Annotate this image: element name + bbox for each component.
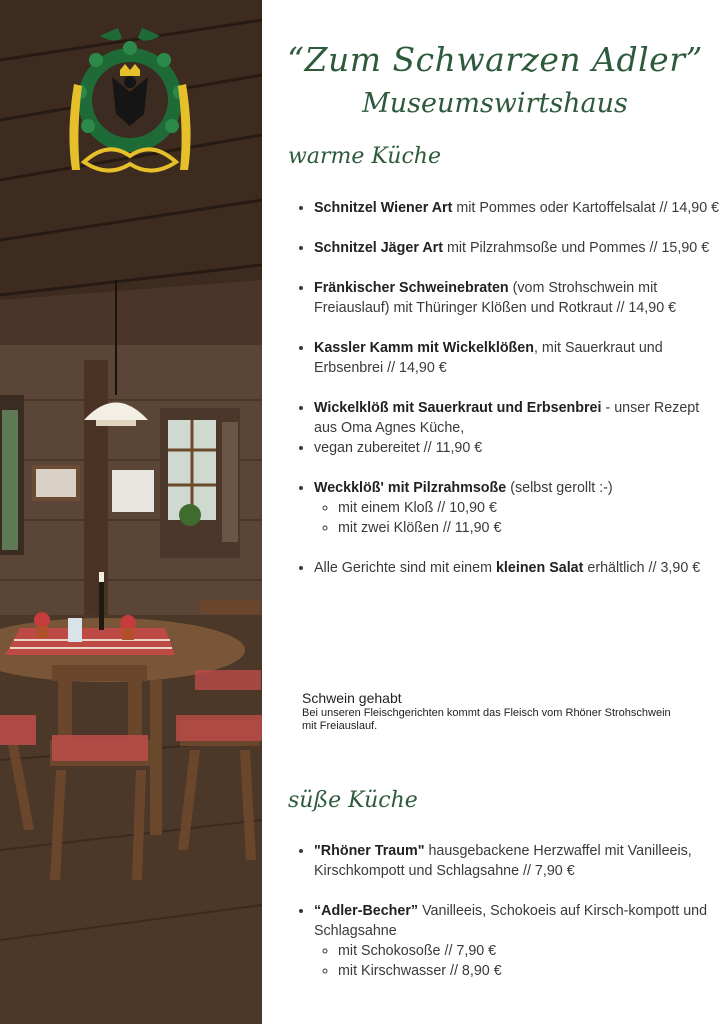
dish-name: Wickelklöß mit Sauerkraut und Erbsenbrei [314,400,602,416]
list-item [314,558,724,578]
dish-description: , mit Sauerkraut und Erbsenbrei // 14,90 € [314,340,663,376]
list-item [314,198,724,218]
list-item [314,478,724,538]
info-note [302,690,682,733]
restaurant-interior-photo [0,0,262,1024]
warm-dishes-list [292,198,724,578]
dish-description: (vom Strohschwein mit Freiauslauf) mit Thüringer Klößen und Rotkraut // 14,90 € [314,280,677,316]
dish-name: Kassler Kamm mit Wickelklößen [314,340,534,356]
salad-highlight: kleinen Salat [495,560,584,576]
list-item [314,238,724,258]
section-heading-warm: warme Küche [288,144,441,169]
dish-description: Vanilleeis, Schokoeis auf Kirsch-kompott und Schlagsahne [314,903,708,939]
list-item [314,841,724,881]
variant-item: ◦ mit einem Kloß // 10,90 € [338,498,724,518]
variant-item: ◦ mit Schokosoße // 7,90 € [338,941,724,961]
dish-name: “Adler-Becher” [314,903,419,919]
dish-name: Fränkischer Schweinebraten [314,280,509,296]
dish-name: "Rhöner Traum" [314,843,425,859]
restaurant-name: “Zum Schwarzen Adler” [287,40,703,79]
list-item [314,278,724,318]
dish-name: Weckklöß' mit Pilzrahmsoße [314,480,507,496]
salad-price: erhältlich // 3,90 € [583,560,701,576]
dish-description: hausgebackene Herzwaffel mit Vanilleeis, Kirschkompott und Schlagsahne // 7,90 € [314,843,692,879]
dish-description: vegan zubereitet // 11,90 € [314,440,483,456]
list-item [314,398,724,438]
note-text: Bei unseren Fleischgerichten kommt das Fleisch vom Rhöner Strohschwein mit Freiauslauf. [302,707,671,732]
dish-description: mit Pilzrahmsoße und Pommes // 15,90 € [442,240,710,256]
dish-description: (selbst gerollt :-) [506,480,613,496]
list-item [314,338,724,378]
dish-name: Schnitzel Jäger Art [314,240,443,256]
list-item [314,438,724,458]
dish-description: mit Pommes oder Kartoffelsalat // 14,90 € [452,200,720,216]
variant-item: ◦ mit zwei Klößen // 11,90 € [338,518,724,538]
section-heading-sweet: süße Küche [288,788,418,813]
dish-name: Schnitzel Wiener Art [314,200,453,216]
note-title: Schwein gehabt [302,690,402,706]
variant-list [314,498,724,538]
dish-description: - unser Rezept aus Oma Agnes Küche, [314,400,700,436]
sweet-dishes-list [292,841,724,981]
menu-panel [262,0,724,1024]
eagle-wreath-logo [60,22,200,182]
variant-item: ◦ mit Kirschwasser // 8,90 € [338,961,724,981]
salad-prefix: Alle Gerichte sind mit einem [314,560,496,576]
list-item [314,901,724,981]
restaurant-subtitle: Museumswirtshaus [362,88,628,119]
variant-list [314,941,724,981]
